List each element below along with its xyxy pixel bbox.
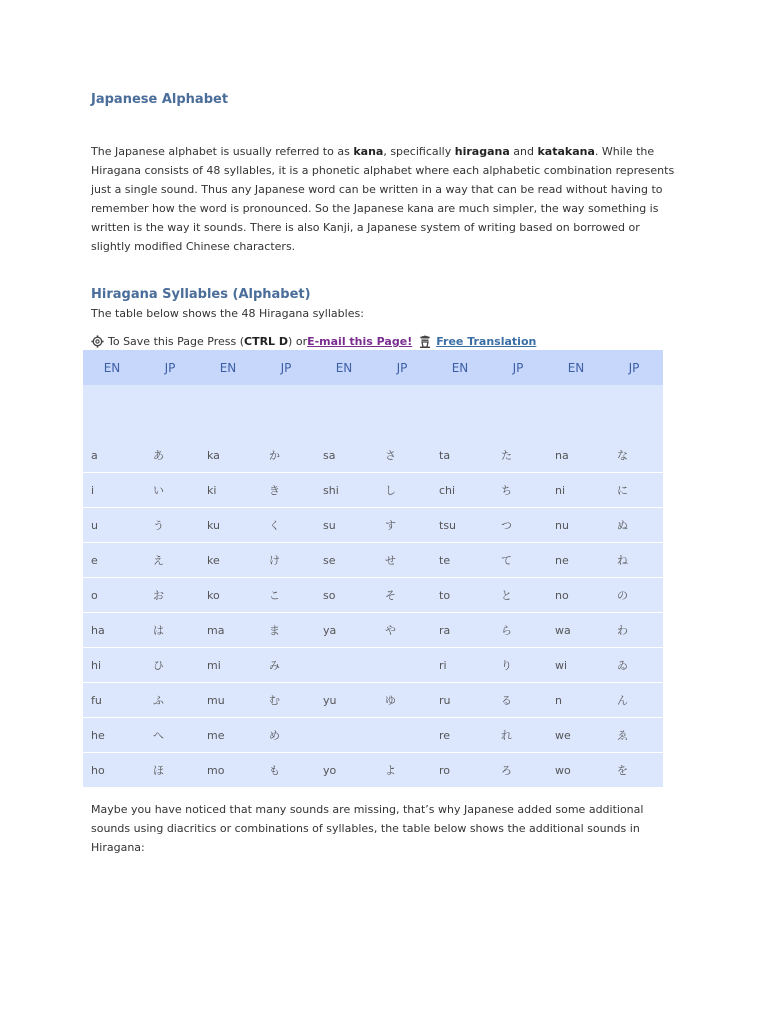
cell-en: ne [547, 543, 605, 578]
cell-en: ka [199, 438, 257, 473]
cell-en: mi [199, 648, 257, 683]
cell-en: no [547, 578, 605, 613]
save-shortcut: CTRL D [244, 335, 289, 348]
cell-en: su [315, 508, 373, 543]
cell-en: mo [199, 753, 257, 788]
section-subtitle: The table below shows the 48 Hiragana syllables: [91, 307, 364, 320]
cell-en: se [315, 543, 373, 578]
hiragana-table [83, 350, 663, 788]
table-row [83, 543, 663, 578]
outro-paragraph: Maybe you have noticed that many sounds are missing, that’s why Japanese added some additional sounds using diacritics or combinations of syllables, the table below shows the additional sounds in Hiragana: [91, 803, 644, 854]
cell-jp [373, 648, 431, 683]
cell-jp: ん [605, 683, 663, 718]
page-title: Japanese Alphabet [91, 92, 229, 107]
cell-jp: ち [489, 473, 547, 508]
cell-jp: ゑ [605, 718, 663, 753]
cell-en: mu [199, 683, 257, 718]
cell-jp: か [257, 438, 315, 473]
intro-hiragana: hiragana [454, 145, 510, 158]
cell-jp [373, 718, 431, 753]
cell-jp: そ [373, 578, 431, 613]
cell-en: ma [199, 613, 257, 648]
cell-en: he [83, 718, 141, 753]
cell-en: te [431, 543, 489, 578]
cell-jp: さ [373, 438, 431, 473]
cell-en: wa [547, 613, 605, 648]
cell-en: ra [431, 613, 489, 648]
cell-jp: へ [141, 718, 199, 753]
intro-katakana: katakana [537, 145, 595, 158]
cell-en: we [547, 718, 605, 753]
cell-jp: れ [489, 718, 547, 753]
cell-en: ho [83, 753, 141, 788]
table-row [83, 683, 663, 718]
cell-en: a [83, 438, 141, 473]
cell-en: ha [83, 613, 141, 648]
cell-jp: け [257, 543, 315, 578]
intro-text-3: and [509, 145, 538, 158]
cell-en: ta [431, 438, 489, 473]
cell-jp: よ [373, 753, 431, 788]
cell-en: i [83, 473, 141, 508]
page-toolbar [90, 333, 536, 350]
cell-jp: し [373, 473, 431, 508]
table-row [83, 753, 663, 788]
cell-jp: く [257, 508, 315, 543]
cell-en: ni [547, 473, 605, 508]
table-row [83, 648, 663, 683]
cell-en: re [431, 718, 489, 753]
cell-en: e [83, 543, 141, 578]
table-row [83, 438, 663, 473]
cell-en: sa [315, 438, 373, 473]
free-translation-link[interactable]: Free Translation [436, 335, 537, 348]
cell-en: ko [199, 578, 257, 613]
column-header-jp: JP [141, 350, 199, 385]
cell-jp: て [489, 543, 547, 578]
table-row [83, 508, 663, 543]
cell-jp: を [605, 753, 663, 788]
cell-jp: せ [373, 543, 431, 578]
cell-jp: の [605, 578, 663, 613]
cell-jp: ゐ [605, 648, 663, 683]
cell-jp: や [373, 613, 431, 648]
cell-jp: い [141, 473, 199, 508]
cell-jp: に [605, 473, 663, 508]
save-hint-prefix: To Save this Page Press ( [108, 335, 245, 348]
cell-en: fu [83, 683, 141, 718]
cell-jp: り [489, 648, 547, 683]
cell-jp: あ [141, 438, 199, 473]
column-header-jp: JP [257, 350, 315, 385]
cell-jp: お [141, 578, 199, 613]
cell-en: yu [315, 683, 373, 718]
column-header-jp: JP [373, 350, 431, 385]
cell-jp: も [257, 753, 315, 788]
cell-en: ru [431, 683, 489, 718]
column-header-en: EN [315, 350, 373, 385]
cell-en: u [83, 508, 141, 543]
cell-en: ku [199, 508, 257, 543]
cell-jp: ぬ [605, 508, 663, 543]
cell-en: ro [431, 753, 489, 788]
cell-jp: ま [257, 613, 315, 648]
cell-en [315, 718, 373, 753]
intro-text-2: , specifically [383, 145, 455, 158]
intro-text-4: . While the Hiragana consists of 48 syllables, it is a phonetic alphabet where each alphabetic combination represents just a single sound. Thus any Japanese word can be written in a way that can be read without having to remember how the word is pronounced. So the Japanese kana are much simpler, the way something is written is the way it sounds. There is also Kanji, a Japanese system of writing based on borrowed or slightly modified Chinese characters. [91, 145, 675, 253]
cell-jp: ね [605, 543, 663, 578]
cell-jp: ほ [141, 753, 199, 788]
cell-en: so [315, 578, 373, 613]
intro-paragraph [91, 142, 681, 256]
cell-en [315, 648, 373, 683]
cell-en: hi [83, 648, 141, 683]
cell-en: o [83, 578, 141, 613]
table-row [83, 613, 663, 648]
column-header-en: EN [431, 350, 489, 385]
save-hint-suffix: ) or [288, 335, 308, 348]
cell-jp: ひ [141, 648, 199, 683]
cell-jp: む [257, 683, 315, 718]
cell-en: tsu [431, 508, 489, 543]
cell-en: ki [199, 473, 257, 508]
cell-en: na [547, 438, 605, 473]
intro-kana: kana [353, 145, 384, 158]
column-header-en: EN [547, 350, 605, 385]
email-page-link[interactable]: E-mail this Page! [307, 335, 413, 348]
cell-jp: ら [489, 613, 547, 648]
table-header-row [83, 350, 663, 385]
cell-en: ya [315, 613, 373, 648]
table-row [83, 578, 663, 613]
cell-en: ke [199, 543, 257, 578]
cell-jp: ゆ [373, 683, 431, 718]
cell-en: ri [431, 648, 489, 683]
cell-en: chi [431, 473, 489, 508]
table-row [83, 473, 663, 508]
column-header-jp: JP [605, 350, 663, 385]
spacer-cell [83, 385, 663, 438]
cell-en: me [199, 718, 257, 753]
cell-jp: る [489, 683, 547, 718]
cell-jp: み [257, 648, 315, 683]
cell-jp: つ [489, 508, 547, 543]
cell-jp: ろ [489, 753, 547, 788]
cell-en: wo [547, 753, 605, 788]
cell-jp: た [489, 438, 547, 473]
cell-en: n [547, 683, 605, 718]
cell-jp: こ [257, 578, 315, 613]
section-heading: Hiragana Syllables (Alphabet) [91, 287, 311, 302]
column-header-en: EN [83, 350, 141, 385]
cell-jp: え [141, 543, 199, 578]
cell-en: to [431, 578, 489, 613]
cell-en: nu [547, 508, 605, 543]
table-row [83, 718, 663, 753]
gear-icon [90, 335, 104, 349]
column-header-jp: JP [489, 350, 547, 385]
intro-text-1: The Japanese alphabet is usually referred to as [91, 145, 354, 158]
cell-en: wi [547, 648, 605, 683]
cell-jp: う [141, 508, 199, 543]
cell-jp: は [141, 613, 199, 648]
cell-en: yo [315, 753, 373, 788]
column-header-en: EN [199, 350, 257, 385]
table-spacer-row [83, 385, 663, 438]
cell-jp: ふ [141, 683, 199, 718]
table-body [83, 385, 663, 788]
cell-jp: と [489, 578, 547, 613]
cell-jp: め [257, 718, 315, 753]
cell-jp: わ [605, 613, 663, 648]
cell-jp: な [605, 438, 663, 473]
translate-icon [418, 335, 432, 349]
cell-jp: き [257, 473, 315, 508]
cell-en: shi [315, 473, 373, 508]
cell-jp: す [373, 508, 431, 543]
